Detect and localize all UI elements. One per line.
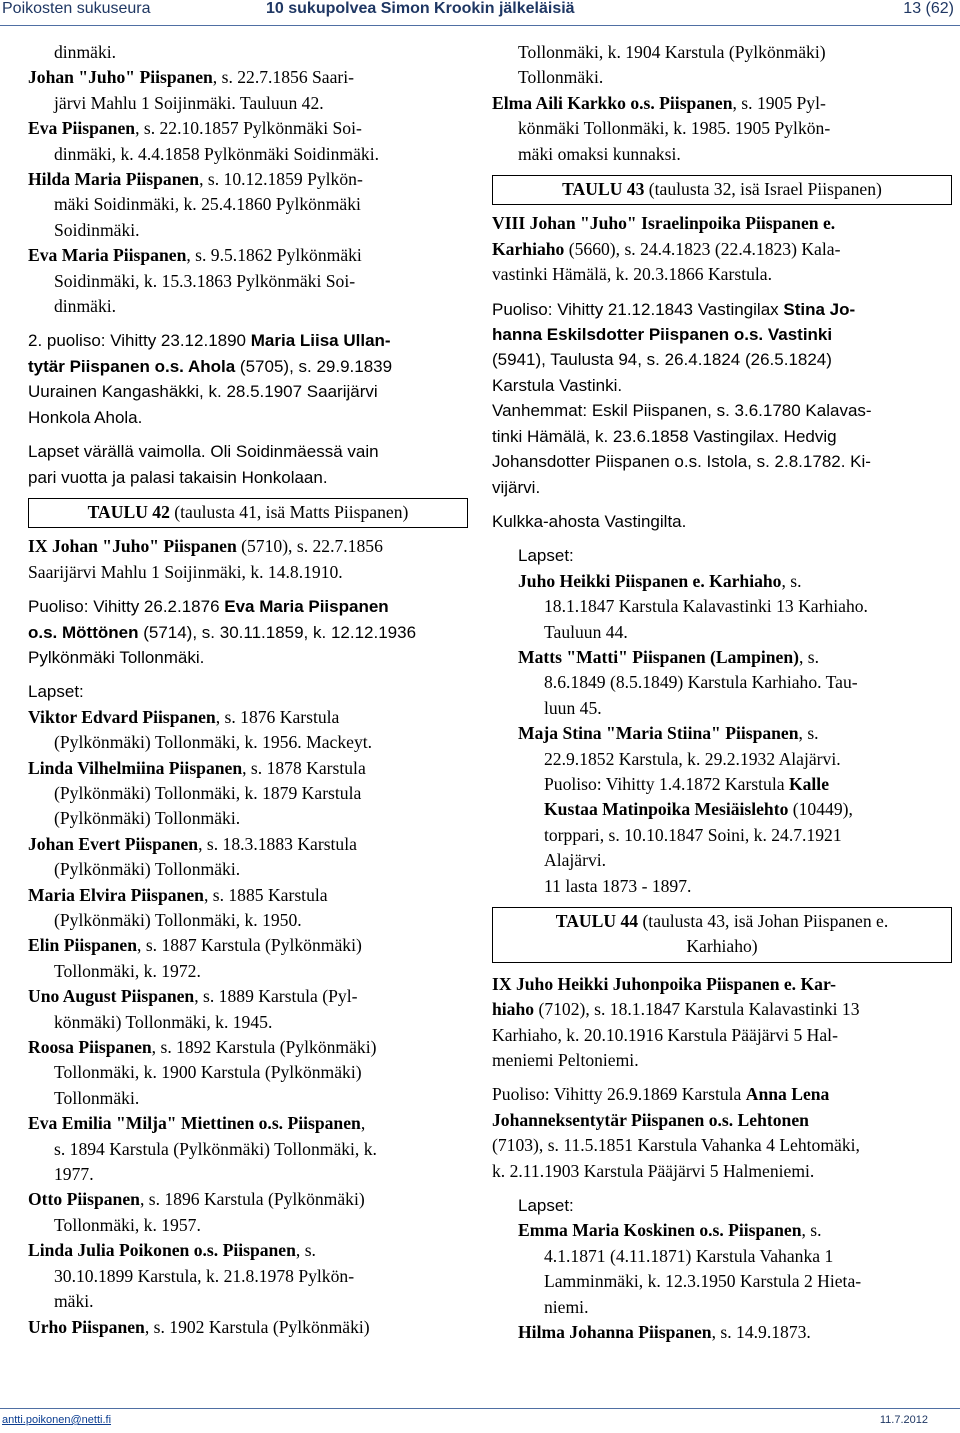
child-entry: Maja Stina "Maria Stiina" Piispanen, s. 22.9.1852 Karstula, k. 29.2.1932 Alajärvi. Puoliso: Vihitty 1.4.1872 Karstula Kalle Kustaa Matinpoika Mesiäislehto (10449), torppari, s. 10.10.1847 Soini, k. 24.7.1921 Alajärvi. 11 lasta 1873 - 1897. <box>518 723 853 896</box>
page-header <box>0 0 960 24</box>
left-column <box>28 40 468 1340</box>
child-entry: Emma Maria Koskinen o.s. Piispanen, s. 4.1.1871 (4.11.1871) Karstula Vahanka 1 Lamminmäki, k. 12.3.1950 Karstula 2 Hieta- niemi. <box>518 1220 862 1317</box>
document-title: 10 sukupolvea Simon Krookin jälkeläisiä <box>266 0 575 17</box>
right-column <box>492 40 952 1346</box>
child-name: Uno August Piispanen <box>28 986 195 1007</box>
children-list <box>28 705 468 1340</box>
children-label: Lapset: <box>518 546 574 566</box>
child-entry: Roosa Piispanen, s. 1892 Karstula (Pylkönmäki) Tollonmäki, k. 1900 Karstula (Pylkönmäki) Tollonmäki. <box>28 1037 377 1108</box>
child-name: Johan Evert Piispanen <box>28 833 199 854</box>
child-entry: Matts "Matti" Piispanen (Lampinen), s. 8.6.1849 (8.5.1849) Karstula Karhiaho. Tau- luun 45. <box>518 646 858 718</box>
society-name: Poikosten sukuseura <box>2 0 151 17</box>
child-entry: Hilda Maria Piispanen, s. 10.12.1859 Pylkön- mäki Soidinmäki, k. 25.4.1860 Pylkönmäki Soidinmäki. <box>28 169 363 240</box>
child-name: Linda Julia Poikonen o.s. Piispanen <box>28 1240 296 1261</box>
generation-entry: VIII Johan "Juho" Israelinpoika Piispanen e. Karhiaho (5660), s. 24.4.1823 (22.4.1823) Kala- vastinki Hämälä, k. 20.3.1866 Karstula. <box>492 213 841 285</box>
child-entry: Viktor Edvard Piispanen, s. 1876 Karstula (Pylkönmäki) Tollonmäki, k. 1956. Mackeyt. <box>28 706 373 753</box>
child-entry: Urho Piispanen, s. 1902 Karstula (Pylkönmäki) <box>28 1316 370 1337</box>
spouse-paragraph: Puoliso: Vihitty 26.2.1876 Eva Maria Piispanen o.s. Möttönen (5714), s. 30.11.1859, k. 12.12.1936 Pylkönmäki Tollonmäki. <box>28 597 417 667</box>
child-entry: Maria Elvira Piispanen, s. 1885 Karstula (Pylkönmäki) Tollonmäki, k. 1950. <box>28 884 328 930</box>
child-entry: Eva Maria Piispanen, s. 9.5.1862 Pylkönmäki Soidinmäki, k. 15.3.1863 Pylkönmäki Soi- dinmäki. <box>28 245 362 317</box>
children-label: Lapset: <box>28 682 84 702</box>
origin-note: Kulkka-ahosta Vastingilta. <box>492 511 687 531</box>
child-name: Roosa Piispanen <box>28 1037 152 1058</box>
author-email-link[interactable]: antti.poikonen@netti.fi <box>2 1414 112 1426</box>
children-list <box>492 1218 952 1345</box>
generation-entry: IX Juho Heikki Juhonpoika Piispanen e. Kar- hiaho (7102), s. 18.1.1847 Karstula Kalavastinki 13 Karhiaho, k. 20.10.1916 Karstula Pääjärvi 5 Hal- meniemi Peltoniemi. <box>492 973 860 1071</box>
child-entry: Johan Evert Piispanen, s. 18.3.1883 Karstula (Pylkönmäki) Tollonmäki. <box>28 833 357 880</box>
child-entry: Elma Aili Karkko o.s. Piispanen, s. 1905 Pyl- könmäki Tollonmäki, k. 1985. 1905 Pylkön- mäki omaksi kunnaksi. <box>492 92 831 164</box>
parents-paragraph: Vanhemmat: Eskil Piispanen, s. 3.6.1780 Kalavas- tinki Hämälä, k. 23.6.1858 Vastingilax. Hedvig Johansdotter Piispanen o.s. Istola, s. 2.8.1782. Ki- vijärvi. <box>492 401 872 497</box>
generation-entry: IX Johan "Juho" Piispanen (5710), s. 22.7.1856 Saarijärvi Mahlu 1 Soijinmäki, k. 14.8.1910. <box>28 536 383 582</box>
child-entry: Juho Heikki Piispanen e. Karhiaho, s. 18.1.1847 Karstula Kalavastinki 13 Karhiaho. Tauluun 44. <box>518 570 868 642</box>
note-paragraph: Lapset värällä vaimolla. Oli Soidinmäessä vain pari vuotta ja palasi takaisin Honkolaan. <box>28 442 379 487</box>
text-line: dinmäki. <box>54 42 117 62</box>
taulu-42-heading: TAULU 42 (taulusta 41, isä Matts Piispanen) <box>28 498 468 528</box>
taulu-44-heading: TAULU 44 (taulusta 43, isä Johan Piispanen e. Karhiaho) <box>492 907 952 963</box>
child-entry: Otto Piispanen, s. 1896 Karstula (Pylkönmäki) Tollonmäki, k. 1957. <box>28 1189 365 1235</box>
footer-divider <box>0 1408 960 1409</box>
child-entry: Linda Julia Poikonen o.s. Piispanen, s. 30.10.1899 Karstula, k. 21.8.1978 Pylkön- mäki. <box>28 1240 355 1312</box>
children-list <box>492 569 952 899</box>
child-entry: Eva Emilia "Milja" Miettinen o.s. Piispanen, s. 1894 Karstula (Pylkönmäki) Tollonmäki, k. 1977. <box>28 1113 377 1185</box>
document-date: 11.7.2012 <box>879 1414 928 1426</box>
page-number: 13 (62) <box>903 0 954 17</box>
spouse-paragraph: Puoliso: Vihitty 26.9.1869 Karstula Anna Lena Johanneksentytär Piispanen o.s. Lehtonen (7103), s. 11.5.1851 Karstula Vahanka 4 Lehtomäki, k. 2.11.1903 Karstula Pääjärvi 5 Halmeniemi. <box>492 1084 860 1181</box>
children-label: Lapset: <box>518 1196 574 1216</box>
spouse-paragraph: 2. puoliso: Vihitty 23.12.1890 Maria Liisa Ullan- tytär Piispanen o.s. Ahola (5705), s. 29.9.1839 Uurainen Kangashäkki, k. 28.5.1907 Saarijärvi Honkola Ahola. <box>28 331 393 427</box>
child-name: Urho Piispanen <box>28 1316 145 1337</box>
child-entry: Uno August Piispanen, s. 1889 Karstula (Pyl- könmäki) Tollonmäki, k. 1945. <box>28 986 358 1032</box>
child-name: Linda Vilhelmiina Piispanen <box>28 757 243 778</box>
child-entry: Hilma Johanna Piispanen, s. 14.9.1873. <box>518 1322 811 1343</box>
child-entry: Johan "Juho" Piispanen, s. 22.7.1856 Saari- järvi Mahlu 1 Soijinmäki. Tauluun 42. <box>28 67 355 113</box>
child-entry: Elin Piispanen, s. 1887 Karstula (Pylkönmäki) Tollonmäki, k. 1972. <box>28 935 362 981</box>
spouse-paragraph: Puoliso: Vihitty 21.12.1843 Vastingilax Stina Jo- hanna Eskilsdotter Piispanen o.s. Vastinki (5941), Taulusta 94, s. 26.4.1824 (26.5.1824) Karstula Vastinki. <box>492 299 856 395</box>
child-name: Otto Piispanen <box>28 1189 140 1210</box>
child-name: Eva Emilia "Milja" Miettinen o.s. Piispanen <box>28 1113 361 1134</box>
child-entry: Eva Piispanen, s. 22.10.1857 Pylkönmäki Soi- dinmäki, k. 4.4.1858 Pylkönmäki Soidinmäki. <box>28 118 379 164</box>
text-line: Tollonmäki, k. 1904 Karstula (Pylkönmäki) Tollonmäki. <box>518 42 826 88</box>
page-footer <box>0 1411 960 1431</box>
child-name: Elin Piispanen <box>28 935 138 956</box>
child-name: Maria Elvira Piispanen <box>28 884 204 905</box>
taulu-43-heading: TAULU 43 (taulusta 32, isä Israel Piispanen) <box>492 175 952 205</box>
header-divider <box>0 25 960 26</box>
child-name: Viktor Edvard Piispanen <box>28 706 216 727</box>
child-entry: Linda Vilhelmiina Piispanen, s. 1878 Karstula (Pylkönmäki) Tollonmäki, k. 1879 Karstula (Pylkönmäki) Tollonmäki. <box>28 757 366 829</box>
